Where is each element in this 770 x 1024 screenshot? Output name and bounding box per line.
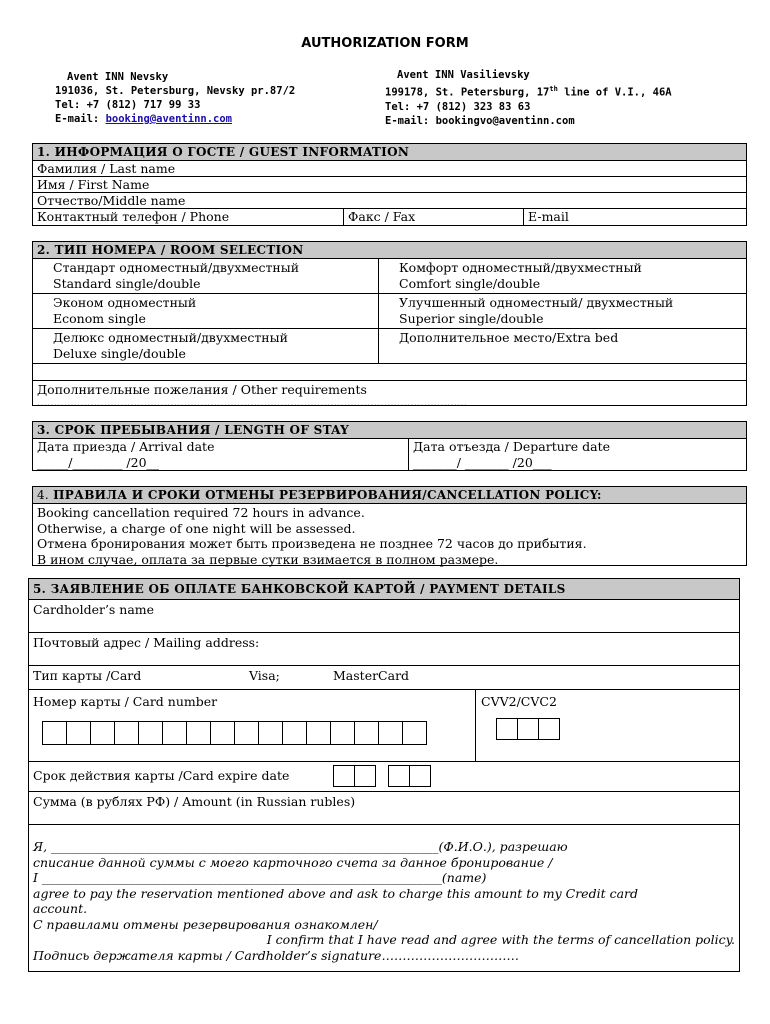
- departure-date-field[interactable]: Дата отъезда / Departure date _______/ _______ /20___: [413, 439, 611, 470]
- section-header: 1. ИНФОРМАЦИЯ О ГОСТЕ / GUEST INFORMATION: [33, 144, 746, 161]
- expire-date-label: Срок действия карты /Card expire date: [33, 768, 290, 783]
- guest-information-section: [32, 143, 747, 226]
- phone-field[interactable]: Контактный телефон / Phone: [37, 209, 230, 224]
- mastercard-option[interactable]: MasterCard: [333, 668, 410, 683]
- room-row: [33, 329, 746, 364]
- hotel-address: 191036, St. Petersburg, Nevsky pr.87/2: [55, 85, 296, 97]
- blank-row: [33, 364, 746, 381]
- section-header: 2. ТИП НОМЕРА / ROOM SELECTION: [33, 242, 746, 259]
- room-standard[interactable]: Стандарт одноместный/двухместный Standard single/double: [33, 259, 379, 293]
- expire-month-boxes[interactable]: [334, 765, 376, 787]
- room-selection-section: [32, 241, 747, 409]
- card-number-row: [29, 690, 739, 762]
- room-econom[interactable]: Эконом одноместный Econom single: [33, 294, 379, 328]
- hotel-name: Avent INN Nevsky: [67, 71, 169, 83]
- email-label: E-mail:: [55, 113, 106, 125]
- dates-row: [33, 439, 746, 470]
- card-number-boxes[interactable]: [43, 721, 471, 745]
- section-header: 4. ПРАВИЛА И СРОКИ ОТМЕНЫ РЕЗЕРВИРОВАНИЯ/CANCELLATION POLICY:: [33, 487, 746, 504]
- hotel-address: 199178, St. Petersburg, 17th line of V.I., 46A: [385, 85, 672, 99]
- section-header: 5. ЗАЯВЛЕНИЕ ОБ ОПЛАТЕ БАНКОВСКОЙ КАРТОЙ / PAYMENT DETAILS: [29, 579, 739, 600]
- fax-field[interactable]: Факс / Fax: [343, 209, 415, 225]
- arrival-date-field[interactable]: Дата приезда / Arrival date _____/________ /20__: [33, 439, 409, 470]
- hotel-tel: Tel: +7 (812) 323 83 63: [385, 100, 531, 113]
- card-type-label: Тип карты /Card: [33, 668, 142, 683]
- room-comfort[interactable]: Комфорт одноместный/двухместный Comfort single/double: [399, 260, 642, 291]
- length-of-stay-section: [32, 421, 747, 471]
- visa-option[interactable]: Visa;: [249, 668, 280, 683]
- hotel-vasilievsky-info: [385, 68, 672, 128]
- room-extra-bed[interactable]: Дополнительное место/Extra bed: [399, 330, 619, 345]
- card-number-label: Номер карты / Card number: [33, 694, 218, 709]
- expire-year-boxes[interactable]: [389, 765, 431, 787]
- policy-text: Booking cancellation required 72 hours in advance. Otherwise, a charge of one night will be assessed. Отмена бронирования может быть произведена не позднее 72 часов до прибытия. В ином случае, оплата за первые сутки взимается в полном размере.: [37, 505, 587, 567]
- cardholder-name-field[interactable]: Cardholder’s name: [29, 600, 739, 633]
- room-row: [33, 294, 746, 329]
- room-deluxe[interactable]: Делюкс одноместный/двухместный Deluxe single/double: [33, 329, 379, 363]
- cvv-label: CVV2/CVC2: [481, 694, 557, 709]
- hotel-tel: Tel: +7 (812) 717 99 33: [55, 99, 201, 111]
- card-type-row: [29, 666, 739, 690]
- middle-name-field[interactable]: Отчество/Middle name: [33, 193, 746, 209]
- hotel-name: Avent INN Vasilievsky: [397, 69, 530, 81]
- first-name-field[interactable]: Имя / First Name: [33, 177, 746, 193]
- section-header: 3. СРОК ПРЕБЫВАНИЯ / LENGTH OF STAY: [33, 422, 746, 439]
- contact-row: [33, 209, 746, 225]
- form-title: AUTHORIZATION FORM: [301, 36, 469, 51]
- room-superior[interactable]: Улучшенный одноместный/ двухместный Superior single/double: [399, 295, 674, 326]
- mailing-address-field[interactable]: Почтовый адрес / Mailing address:: [29, 633, 739, 666]
- expire-date-row: [29, 762, 739, 792]
- payment-details-section: [28, 578, 740, 972]
- other-requirements-field[interactable]: Дополнительные пожелания / Other requirements …………………………………………………………………………………………………………………: [37, 382, 467, 409]
- email-field[interactable]: E-mail: [523, 209, 569, 225]
- cvv-boxes[interactable]: [497, 718, 560, 740]
- cancellation-policy-section: [32, 486, 747, 566]
- email-link[interactable]: booking@aventinn.com: [105, 113, 233, 125]
- room-row: [33, 259, 746, 294]
- amount-field[interactable]: Сумма (в рублях РФ) / Amount (in Russian rubles): [29, 792, 739, 825]
- hotel-nevsky-info: [55, 70, 295, 126]
- hotel-email: E-mail: bookingvo@aventinn.com: [385, 114, 575, 127]
- last-name-field[interactable]: Фамилия / Last name: [33, 161, 746, 177]
- payment-statement: Я, ______________________________________________________________(Ф.И.О.), разрешаю списание данной суммы с моего карточного счета за данное бронирование / I ________________________________________________________________(name) agree to pay the reservation mentioned above and ask to charge this amount to my Credit card account. С правилами отмены резервирования ознакомлен/ I confirm that I have read and agree with the terms of cancellation policy. Подпись держателя карты / Cardholder’s signature……………………………: [33, 839, 735, 963]
- signature-line[interactable]: Подпись держателя карты / Cardholder’s signature……………………………: [33, 947, 519, 963]
